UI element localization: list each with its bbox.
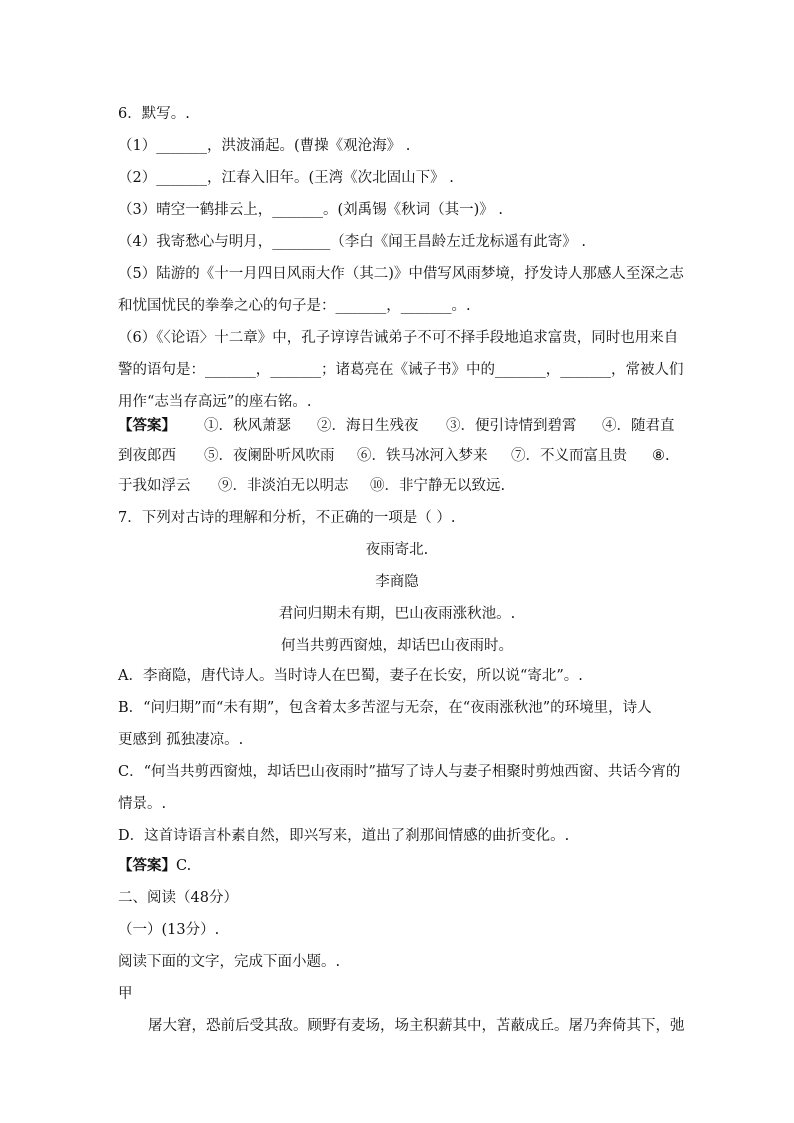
q6-answer-7: ⑦．不义而富且贵 [511,448,627,464]
section-2-part-1: （一）(13分）. [118,922,220,938]
q6-title: 6．默写。. [118,106,190,122]
section-2-title: 二、阅读（48分） [118,890,238,906]
q6-answer-4: ④．随君直 [602,418,675,434]
q6-answer-label: 【答案】 [118,417,176,434]
q6-item-1: （1）_______，洪波涌起。(曹操《观沧海》 . [118,138,411,154]
q7-option-b-cont: 更感到 孤独凄凉。. [118,732,244,748]
q6-answer-2: ②．海日生残夜 [317,418,419,434]
q7-answer-value: C. [176,858,192,874]
q6-item-6-cont: 警的语句是：_______，_______；诸葛亮在《诫子书》中的_______，_______，常被人们 [118,362,684,378]
poem-line-1: 君问归期未有期，巴山夜雨涨秋池。. [278,606,516,622]
q6-item-5-cont: 和忧国忧民的拳拳之心的句子是：_______，_______。. [118,298,471,314]
q6-answer-6: ⑥．铁马冰河入梦来 [357,448,488,464]
q6-answer-3: ③．便引诗情到碧霄 [446,418,577,434]
q6-item-6: （6）《〈论语〉十二章》中，孔子谆谆告诫弟子不可不择手段地追求富贵，同时也用来自 [118,330,679,346]
q7-option-d: D．这首诗语言朴素自然，即兴写来，道出了刹那间情感的曲折变化。. [118,828,570,844]
q7-option-c-cont: 情景。. [118,796,167,812]
q6-item-6-cont2: 用作“志当存高远”的座右铭。. [118,394,312,410]
q7-title: 7．下列对古诗的理解和分析，不正确的一项是（ ）. [118,510,456,526]
passage-line-1: 屠大窘，恐前后受其敌。顾野有麦场，场主积薪其中，苫蔽成丘。屠乃奔倚其下，弛 [148,1018,685,1034]
q6-item-2: （2）_______，江春入旧年。(王湾《次北固山下》 . [118,170,454,186]
q6-answer-4-cont: 到夜郎西 [118,448,176,464]
q6-answer-1: ①．秋风萧瑟 [204,418,291,434]
q6-item-4: （4）我寄愁心与明月，________（李白《闻王昌龄左迁龙标遥有此寄》 . [118,234,586,250]
q7-option-b: B．“问归期”而“未有期”，包含着太多苦涩与无奈，在“夜雨涨秋池”的环境里，诗人 [118,700,652,716]
q7-option-a: A．李商隐，唐代诗人。当时诗人在巴蜀，妻子在长安，所以说“寄北”。. [118,668,583,684]
q6-answer-10: ⑩．非宁静无以致远. [370,478,506,494]
poem-title: 夜雨寄北. [365,542,429,558]
passage-label-jia: 甲 [118,986,133,1002]
q6-answer-8-cont: 于我如浮云 [118,478,191,494]
q6-answer-9: ⑨．非淡泊无以明志 [218,478,349,494]
q6-answer-8: ⑧. [652,448,670,464]
poem-line-2: 何当共剪西窗烛，却话巴山夜雨时。 [281,638,513,654]
q7-option-c: C．“何当共剪西窗烛，却话巴山夜雨时”描写了诗人与妻子相聚时剪烛西窗、共话今宵的 [118,764,681,780]
q6-item-3: （3）晴空一鹤排云上，_______。(刘禹锡《秋词（其一)》 . [118,202,504,218]
q6-item-5: （5）陆游的《十一月四日风雨大作（其二)》中借写风雨梦境，抒发诗人那感人至深之志 [118,266,684,282]
reading-instruction: 阅读下面的文字，完成下面小题。. [118,954,341,970]
q7-answer [118,856,191,876]
poem-author: 李商隐 [375,574,419,590]
q6-answer-5: ⑤．夜阑卧听风吹雨 [204,448,335,464]
q7-answer-label: 【答案】 [118,857,176,874]
